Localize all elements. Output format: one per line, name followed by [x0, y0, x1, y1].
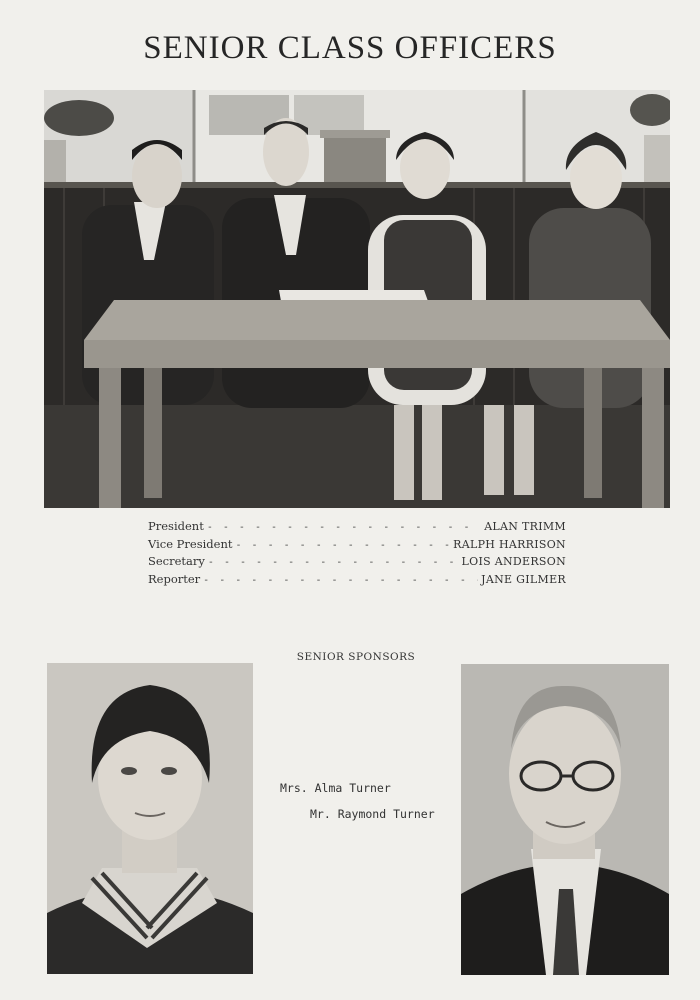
officer-role: Secretary	[148, 554, 205, 568]
leader-dashes	[203, 575, 478, 586]
officer-name: LOIS ANDERSON	[461, 555, 566, 568]
officer-name: JANE GILMER	[481, 572, 566, 586]
sponsor-portrait-female	[47, 663, 253, 974]
leader-dashes	[208, 557, 459, 568]
officer-row-vice-president	[148, 537, 566, 555]
officer-row-secretary	[148, 554, 566, 572]
officer-role: Reporter	[148, 571, 201, 586]
leader-dashes	[207, 522, 481, 533]
sponsor-portrait-male	[461, 664, 669, 975]
officers-list	[148, 519, 566, 589]
sponsor-name-1: Mrs. Alma Turner	[280, 781, 391, 795]
officer-name: ALAN TRIMM	[484, 520, 566, 533]
officers-group-photo	[44, 90, 670, 508]
sponsors-heading: SENIOR SPONSORS	[296, 651, 416, 663]
officer-role: Vice President	[148, 536, 233, 551]
leader-dashes	[236, 540, 451, 551]
page-title: SENIOR CLASS OFFICERS	[143, 30, 557, 66]
officer-row-reporter	[148, 572, 566, 590]
officer-row-president	[148, 519, 566, 537]
sponsor-name-2: Mr. Raymond Turner	[310, 807, 435, 821]
officer-role: President	[148, 519, 204, 533]
officer-name: RALPH HARRISON	[453, 537, 566, 551]
